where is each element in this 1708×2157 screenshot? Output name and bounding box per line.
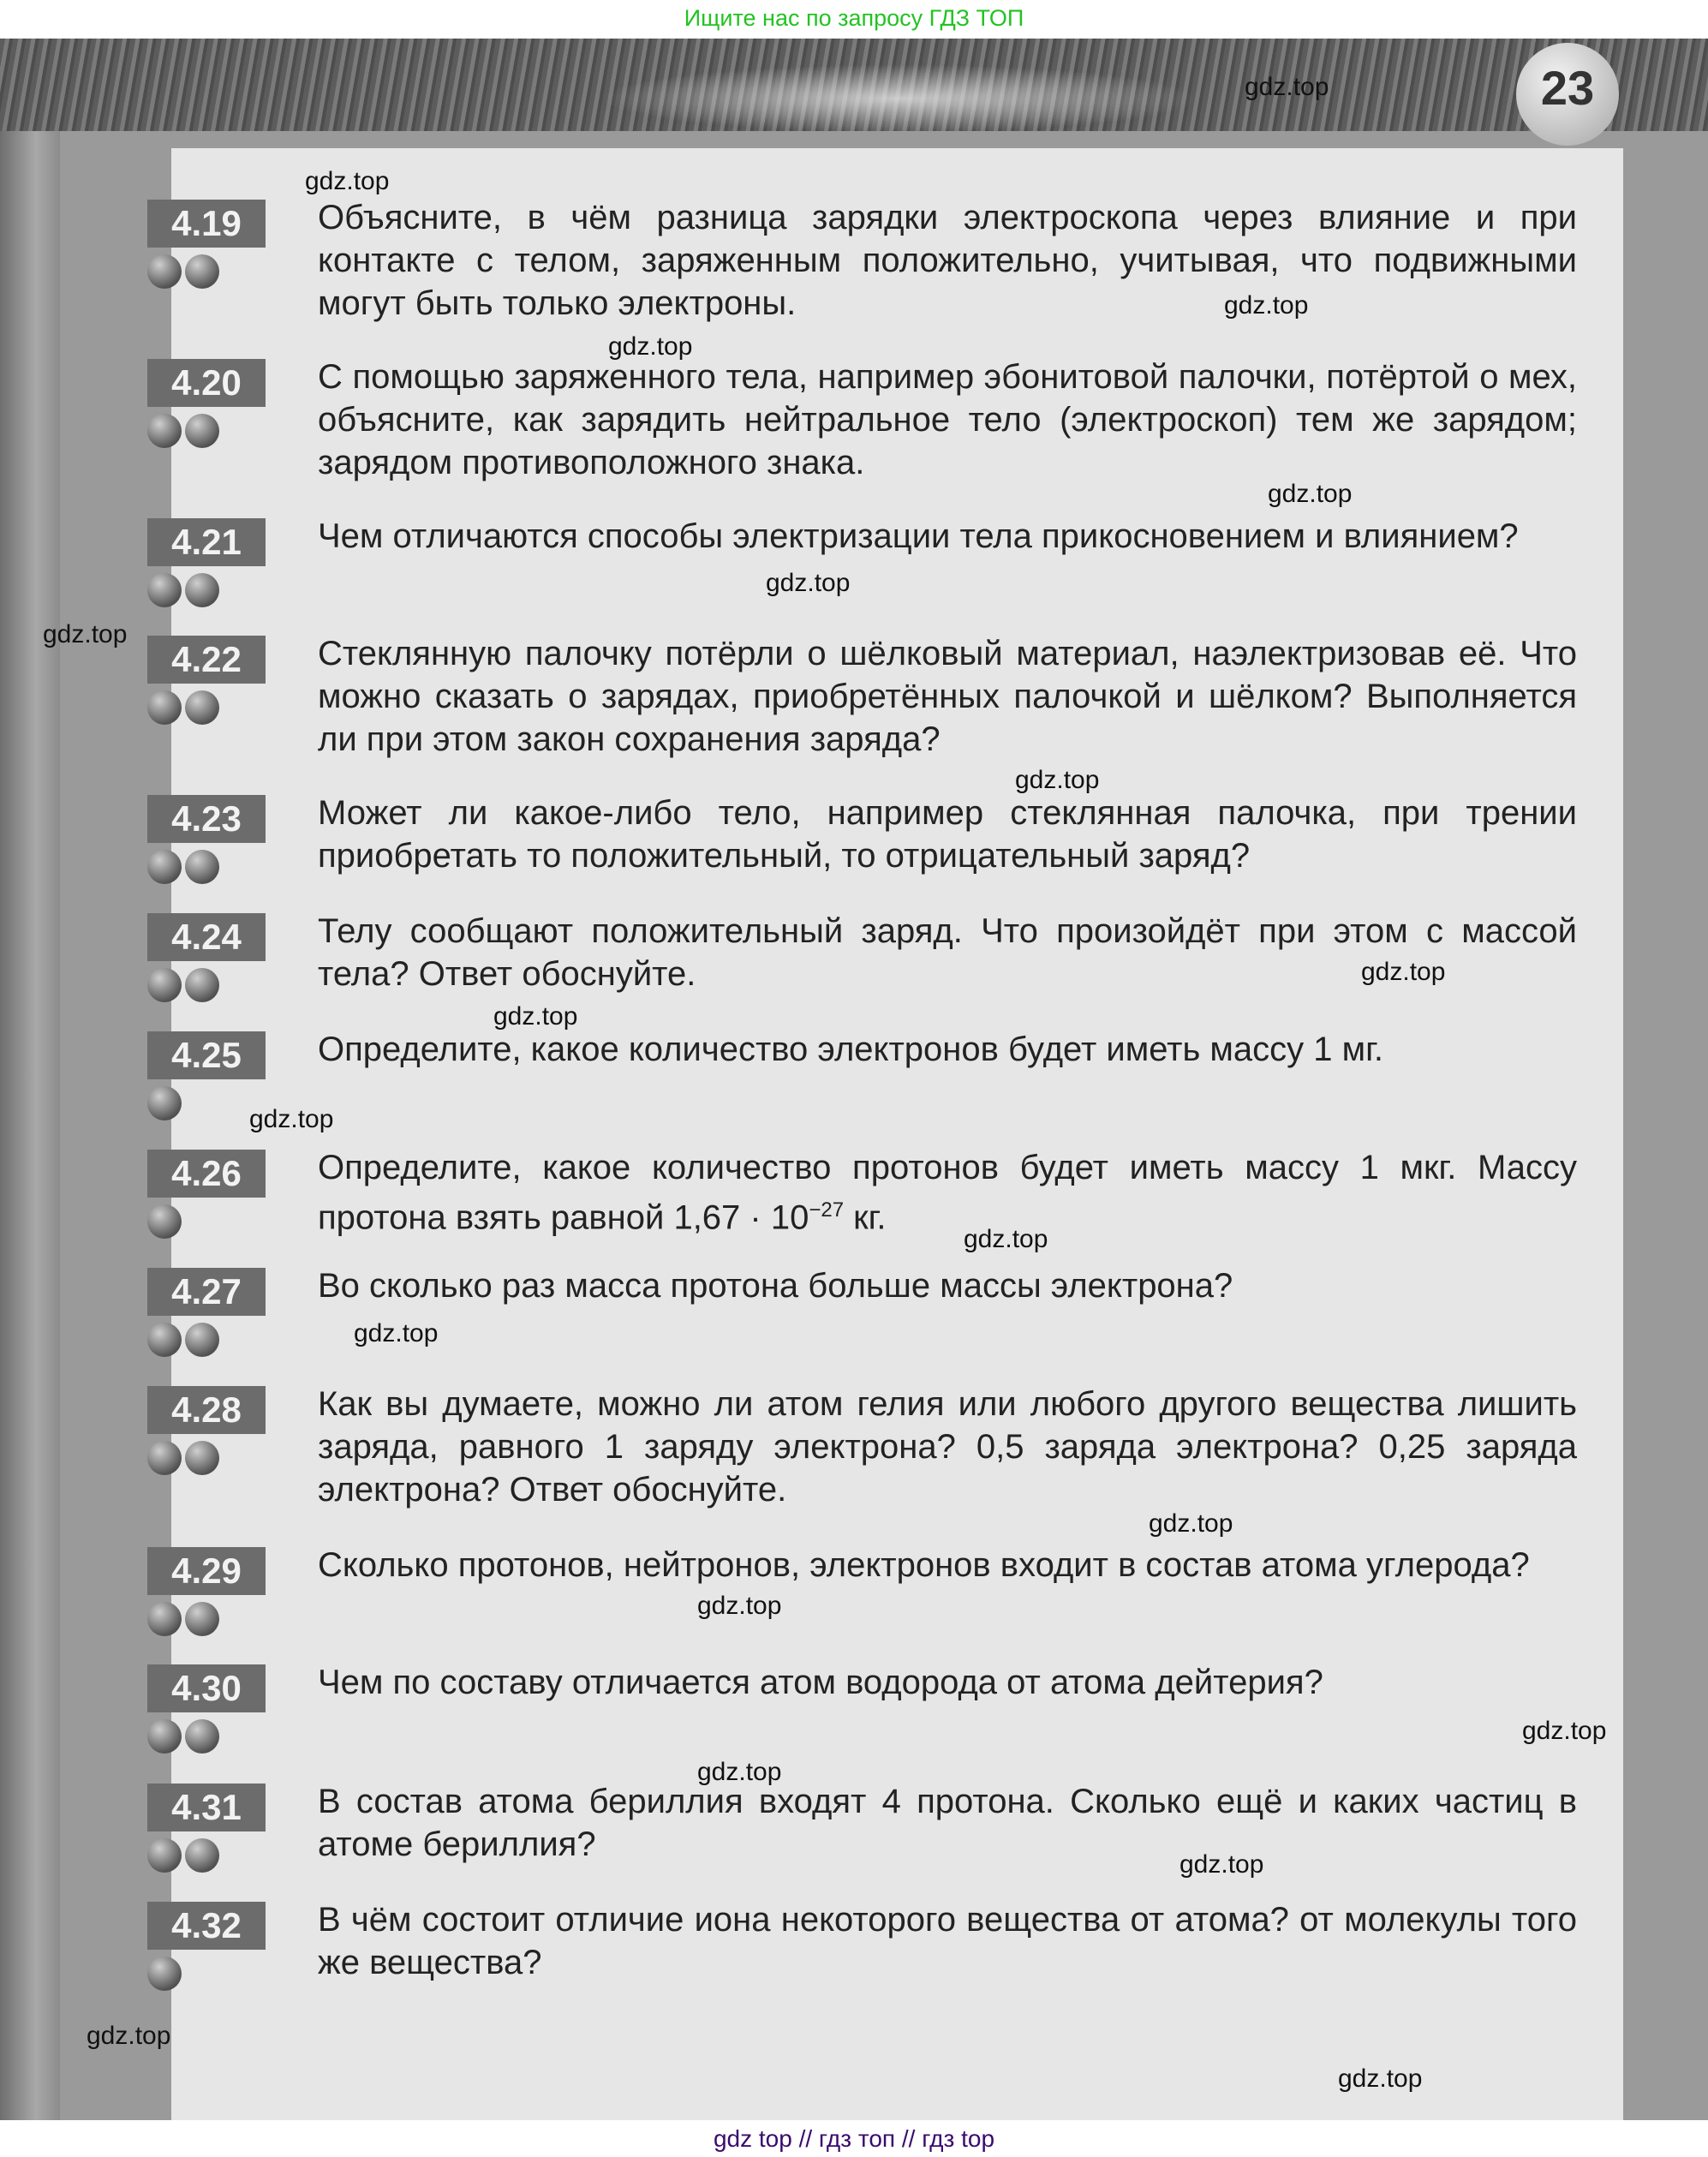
watermark-text: gdz.top (697, 1758, 782, 1786)
difficulty-indicator (147, 850, 223, 887)
exercise-text-part: Определите, какое количество электронов будет иметь массу 1 мг. (318, 1031, 1383, 1068)
exercise-text-part: Во сколько раз масса протона больше массы электрона? (318, 1267, 1233, 1305)
watermark-text: gdz.top (1179, 1850, 1264, 1879)
difficulty-indicator (147, 1838, 223, 1876)
watermark-text: gdz.top (1338, 2064, 1423, 2093)
exercise-text-part: Чем отличаются способы электризации тела прикосновением и влиянием? (318, 517, 1519, 555)
exercise-text (318, 632, 1577, 761)
difficulty-ball-icon (147, 414, 182, 448)
difficulty-ball-icon (147, 1086, 182, 1120)
exercise-number: 4.22 (147, 636, 266, 684)
exponent: −27 (809, 1198, 845, 1222)
difficulty-ball-icon (185, 414, 219, 448)
difficulty-ball-icon (147, 1204, 182, 1239)
difficulty-ball-icon (147, 850, 182, 884)
watermark-text: gdz.top (354, 1319, 439, 1347)
watermark-text: gdz.top (1149, 1509, 1233, 1538)
difficulty-ball-icon (147, 1441, 182, 1475)
difficulty-ball-icon (147, 1602, 182, 1636)
exercise-number: 4.21 (147, 518, 266, 566)
exercise-text (318, 792, 1577, 877)
exercise-number: 4.31 (147, 1784, 266, 1831)
watermark-text: gdz.top (1245, 73, 1329, 101)
exercise-text-part: Сколько протонов, нейтронов, электронов входит в состав атома углерода? (318, 1546, 1530, 1584)
difficulty-indicator (147, 1323, 223, 1360)
exercise-number: 4.26 (147, 1150, 266, 1198)
exercise-text (318, 1146, 1577, 1239)
watermark-text: gdz.top (1224, 291, 1309, 320)
difficulty-ball-icon (185, 573, 219, 607)
exercise-text-part: Телу сообщают положительный заряд. Что произойдёт при этом с массой тела? Ответ обоснуйте. (318, 912, 1577, 993)
difficulty-ball-icon (185, 1838, 219, 1873)
watermark-text: gdz.top (1268, 480, 1353, 508)
exercise-text (318, 196, 1577, 325)
watermark-text: gdz.top (43, 620, 128, 648)
exercise-number: 4.28 (147, 1386, 266, 1434)
difficulty-ball-icon (185, 850, 219, 884)
exercise-text-part: Определите, какое количество протонов будет иметь массу 1 мкг. Массу протона взять равной 1,67 · 10 (318, 1149, 1577, 1237)
exercise-number: 4.20 (147, 359, 266, 407)
difficulty-ball-icon (185, 1602, 219, 1636)
exercise-text (318, 1544, 1577, 1586)
difficulty-ball-icon (147, 1323, 182, 1357)
difficulty-ball-icon (147, 1838, 182, 1873)
exercise-number: 4.30 (147, 1664, 266, 1712)
book-spine (0, 39, 60, 2120)
difficulty-indicator (147, 1441, 223, 1479)
difficulty-ball-icon (147, 968, 182, 1002)
page-number: 23 (1516, 43, 1619, 146)
difficulty-indicator (147, 1086, 185, 1124)
difficulty-ball-icon (185, 968, 219, 1002)
exercise-text (318, 1383, 1577, 1511)
difficulty-ball-icon (185, 1441, 219, 1475)
difficulty-ball-icon (147, 254, 182, 289)
difficulty-ball-icon (185, 1719, 219, 1754)
exercise-text (318, 1780, 1577, 1866)
watermark-text: gdz.top (1522, 1717, 1607, 1745)
exercise-text (318, 356, 1577, 484)
exercise-text-part: Как вы думаете, можно ли атом гелия или любого другого вещества лишить заряда, равного 1 заряду электрона? 0,5 заряда электрона? 0,25 заряда электрона? Ответ обоснуйте. (318, 1385, 1577, 1509)
difficulty-ball-icon (147, 690, 182, 725)
exercise-text (318, 1898, 1577, 1984)
difficulty-ball-icon (147, 573, 182, 607)
watermark-text: gdz.top (697, 1592, 782, 1620)
watermark-text: gdz.top (305, 167, 390, 195)
watermark-text: gdz.top (608, 332, 693, 361)
difficulty-indicator (147, 1204, 185, 1242)
watermark-text: gdz.top (964, 1225, 1048, 1253)
difficulty-ball-icon (147, 1719, 182, 1754)
difficulty-ball-icon (147, 1957, 182, 1991)
exercise-number: 4.19 (147, 200, 266, 248)
difficulty-indicator (147, 1602, 223, 1640)
exercise-number: 4.25 (147, 1031, 266, 1079)
watermark-text: gdz.top (766, 569, 851, 597)
difficulty-indicator (147, 254, 223, 292)
exercise-text (318, 1661, 1577, 1704)
difficulty-indicator (147, 573, 223, 611)
header-note: Ищите нас по запросу ГДЗ ТОП (684, 5, 1024, 31)
exercise-number: 4.24 (147, 913, 266, 961)
watermark-text: gdz.top (1015, 766, 1100, 794)
exercise-text-end: кг. (844, 1198, 887, 1237)
watermark-text: gdz.top (493, 1002, 578, 1031)
exercise-text (318, 515, 1577, 558)
watermark-text: gdz.top (87, 2022, 171, 2050)
exercise-text (318, 1028, 1577, 1071)
exercise-text-part: Может ли какое-либо тело, например стеклянная палочка, при трении приобретать то положительный, то отрицательный заряд? (318, 794, 1577, 875)
difficulty-ball-icon (185, 254, 219, 289)
exercise-text (318, 1264, 1577, 1307)
header-banner-image (0, 39, 1708, 131)
lightning-glow (600, 64, 1199, 133)
footer-note: gdz top // гдз топ // гдз top (0, 2120, 1708, 2157)
difficulty-indicator (147, 968, 223, 1006)
exercise-number: 4.27 (147, 1268, 266, 1316)
difficulty-indicator (147, 690, 223, 728)
difficulty-indicator (147, 1957, 185, 1994)
exercise-text-part: Чем по составу отличается атом водорода от атома дейтерия? (318, 1664, 1323, 1701)
difficulty-indicator (147, 414, 223, 451)
exercise-text-part: Объясните, в чём разница зарядки электроскопа через влияние и при контакте с телом, заряженным положительно, учитывая, что подвижными могут быть только электроны. (318, 199, 1577, 322)
difficulty-ball-icon (185, 690, 219, 725)
exercise-number: 4.32 (147, 1902, 266, 1950)
watermark-text: gdz.top (249, 1105, 334, 1133)
exercise-text-part: Стеклянную палочку потёрли о шёлковый материал, наэлектризовав её. Что можно сказать о зарядах, приобретённых палочкой и шёлком? Выполняется ли при этом закон сохранения заряда? (318, 635, 1577, 758)
exercise-number: 4.23 (147, 795, 266, 843)
difficulty-ball-icon (185, 1323, 219, 1357)
watermark-text: gdz.top (1361, 958, 1446, 986)
difficulty-indicator (147, 1719, 223, 1757)
exercise-text-part: В чём состоит отличие иона некоторого вещества от атома? от молекулы того же вещества? (318, 1901, 1577, 1981)
exercise-number: 4.29 (147, 1547, 266, 1595)
exercise-text-part: С помощью заряженного тела, например эбонитовой палочки, потёртой о мех, объясните, как зарядить нейтральное тело (электроскоп) тем же зарядом; зарядом противоположного знака. (318, 358, 1577, 481)
exercise-text-part: В состав атома бериллия входят 4 протона. Сколько ещё и каких частиц в атоме бериллия? (318, 1783, 1577, 1863)
